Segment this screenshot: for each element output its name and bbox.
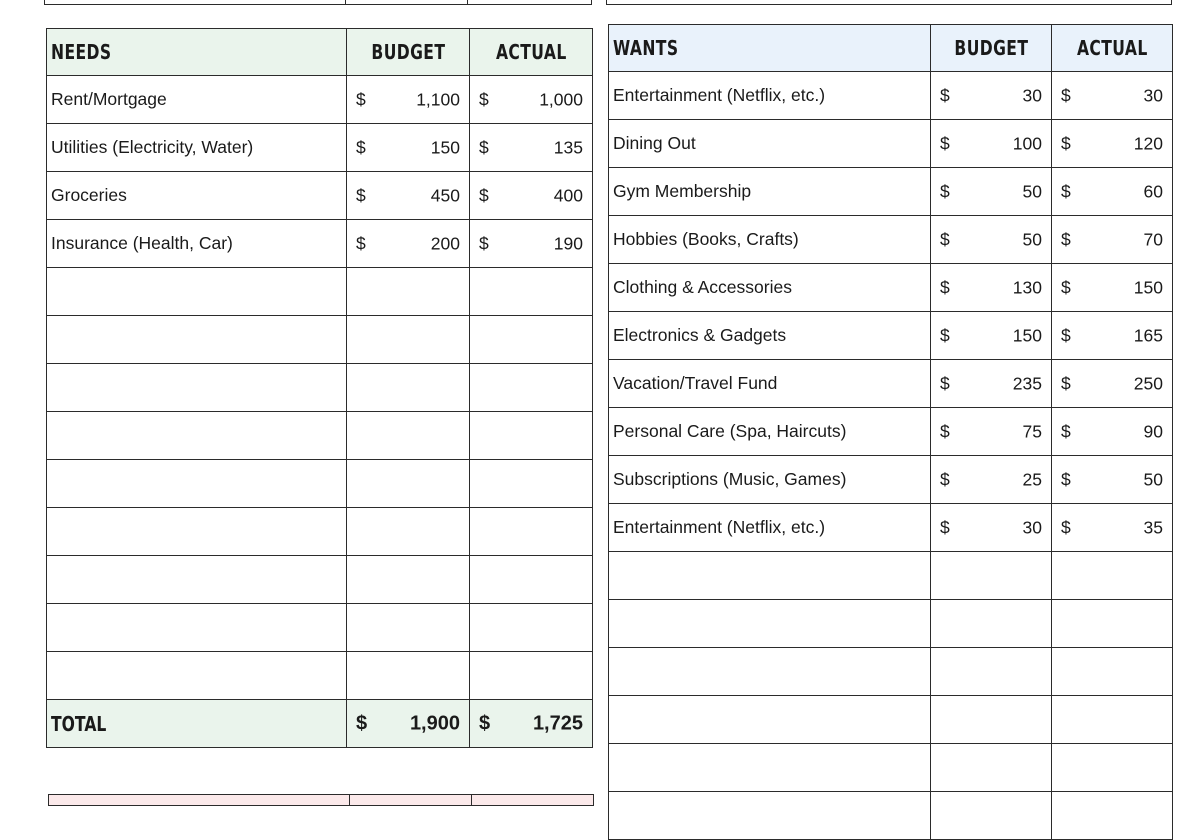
needs-actual-value: 1,000	[539, 89, 583, 109]
empty-cell	[347, 316, 470, 364]
needs-header-category: NEEDS	[47, 29, 347, 76]
currency-symbol: $	[479, 233, 489, 253]
needs-budget-value: 200	[430, 233, 460, 253]
empty-cell	[47, 508, 347, 556]
needs-row	[47, 220, 593, 268]
wants-budget-cell	[931, 168, 1052, 216]
wants-actual-value: 30	[1143, 85, 1163, 105]
wants-budget-cell	[931, 120, 1052, 168]
empty-cell	[470, 364, 593, 412]
empty-cell	[470, 604, 593, 652]
needs-item-cell	[47, 172, 347, 220]
wants-actual-value: 50	[1143, 469, 1163, 489]
empty-cell	[47, 556, 347, 604]
wants-empty-row	[609, 792, 1173, 840]
wants-item-cell	[609, 168, 931, 216]
needs-row	[47, 124, 593, 172]
needs-item-cell	[47, 220, 347, 268]
currency-symbol: $	[940, 133, 950, 153]
currency-symbol: $	[1061, 421, 1071, 441]
needs-empty-row	[47, 412, 593, 460]
wants-empty-row	[609, 744, 1173, 792]
wants-actual-value: 165	[1133, 325, 1163, 345]
currency-symbol: $	[479, 185, 489, 205]
wants-table	[608, 24, 1173, 840]
empty-cell	[347, 556, 470, 604]
empty-cell	[931, 696, 1052, 744]
empty-cell	[470, 316, 593, 364]
empty-cell	[609, 696, 931, 744]
wants-actual-value: 150	[1133, 277, 1163, 297]
wants-actual-cell	[1052, 120, 1173, 168]
currency-symbol: $	[479, 137, 489, 157]
wants-budget-cell	[931, 360, 1052, 408]
wants-row	[609, 504, 1173, 552]
currency-symbol: $	[356, 233, 366, 253]
wants-item-label: Subscriptions (Music, Games)	[613, 469, 847, 489]
wants-actual-value: 120	[1133, 133, 1163, 153]
wants-row	[609, 120, 1173, 168]
wants-budget-value: 50	[1022, 181, 1042, 201]
needs-actual-cell	[470, 220, 593, 268]
currency-symbol: $	[356, 89, 366, 109]
empty-cell	[347, 604, 470, 652]
empty-cell	[347, 268, 470, 316]
currency-symbol: $	[356, 185, 366, 205]
empty-cell	[1052, 600, 1173, 648]
wants-item-label: Entertainment (Netflix, etc.)	[613, 517, 826, 537]
needs-total-row	[47, 700, 593, 748]
empty-cell	[470, 652, 593, 700]
currency-symbol: $	[1061, 181, 1071, 201]
wants-empty-row	[609, 600, 1173, 648]
wants-row	[609, 168, 1173, 216]
needs-total-budget	[347, 700, 470, 748]
wants-actual-value: 90	[1143, 421, 1163, 441]
empty-cell	[347, 364, 470, 412]
needs-empty-row	[47, 460, 593, 508]
needs-actual-value: 400	[553, 185, 583, 205]
needs-item-cell	[47, 76, 347, 124]
wants-empty-row	[609, 552, 1173, 600]
wants-item-label: Gym Membership	[613, 181, 752, 201]
currency-symbol: $	[479, 712, 491, 734]
next-table-header-edge	[48, 794, 594, 806]
needs-item-label: Rent/Mortgage	[51, 89, 167, 109]
wants-header-budget: BUDGET	[931, 25, 1052, 72]
wants-budget-value: 50	[1022, 229, 1042, 249]
wants-budget-value: 130	[1012, 277, 1042, 297]
wants-header-row	[609, 25, 1173, 72]
previous-table-edge-right	[606, 0, 1172, 5]
wants-item-label: Personal Care (Spa, Haircuts)	[613, 421, 847, 441]
needs-total-budget-value: 1,900	[409, 712, 460, 734]
needs-table	[46, 28, 593, 748]
needs-empty-row	[47, 316, 593, 364]
currency-symbol: $	[940, 517, 950, 537]
wants-item-cell	[609, 264, 931, 312]
wants-item-cell	[609, 120, 931, 168]
needs-actual-cell	[470, 76, 593, 124]
wants-row	[609, 456, 1173, 504]
needs-row	[47, 76, 593, 124]
wants-item-label: Clothing & Accessories	[613, 277, 792, 297]
wants-row	[609, 408, 1173, 456]
previous-table-edge-left	[44, 0, 592, 5]
needs-row	[47, 172, 593, 220]
wants-budget-value: 30	[1022, 517, 1042, 537]
needs-budget-value: 1,100	[416, 89, 460, 109]
empty-cell	[47, 652, 347, 700]
wants-budget-cell	[931, 504, 1052, 552]
wants-row	[609, 72, 1173, 120]
needs-empty-row	[47, 268, 593, 316]
needs-total-label: TOTAL	[47, 700, 347, 748]
empty-cell	[931, 600, 1052, 648]
empty-cell	[470, 460, 593, 508]
currency-symbol: $	[940, 373, 950, 393]
empty-cell	[347, 652, 470, 700]
needs-header-budget: BUDGET	[347, 29, 470, 76]
currency-symbol: $	[479, 89, 489, 109]
empty-cell	[47, 268, 347, 316]
empty-cell	[47, 604, 347, 652]
wants-item-cell	[609, 408, 931, 456]
wants-header-category: WANTS	[609, 25, 931, 72]
wants-actual-cell	[1052, 264, 1173, 312]
wants-budget-value: 150	[1012, 325, 1042, 345]
wants-budget-value: 100	[1012, 133, 1042, 153]
needs-rows	[47, 76, 593, 700]
wants-row	[609, 216, 1173, 264]
currency-symbol: $	[1061, 325, 1071, 345]
wants-empty-row	[609, 648, 1173, 696]
currency-symbol: $	[1061, 85, 1071, 105]
needs-actual-cell	[470, 172, 593, 220]
needs-budget-cell	[347, 220, 470, 268]
wants-actual-value: 60	[1143, 181, 1163, 201]
wants-actual-cell	[1052, 312, 1173, 360]
wants-row	[609, 312, 1173, 360]
needs-actual-value: 190	[553, 233, 583, 253]
needs-actual-cell	[470, 124, 593, 172]
wants-item-cell	[609, 504, 931, 552]
empty-cell	[470, 508, 593, 556]
wants-actual-cell	[1052, 216, 1173, 264]
empty-cell	[47, 460, 347, 508]
needs-budget-cell	[347, 172, 470, 220]
empty-cell	[47, 364, 347, 412]
needs-header-row	[47, 29, 593, 76]
wants-actual-value: 250	[1133, 373, 1163, 393]
wants-row	[609, 264, 1173, 312]
wants-item-cell	[609, 360, 931, 408]
currency-symbol: $	[940, 181, 950, 201]
empty-cell	[470, 412, 593, 460]
wants-budget-cell	[931, 216, 1052, 264]
wants-actual-cell	[1052, 504, 1173, 552]
needs-empty-row	[47, 556, 593, 604]
wants-actual-cell	[1052, 168, 1173, 216]
needs-item-label: Groceries	[51, 185, 127, 205]
wants-budget-value: 25	[1022, 469, 1042, 489]
empty-cell	[1052, 696, 1173, 744]
empty-cell	[931, 792, 1052, 840]
currency-symbol: $	[940, 229, 950, 249]
needs-empty-row	[47, 604, 593, 652]
empty-cell	[609, 744, 931, 792]
currency-symbol: $	[940, 469, 950, 489]
empty-cell	[347, 412, 470, 460]
needs-item-cell	[47, 124, 347, 172]
wants-item-cell	[609, 312, 931, 360]
wants-row	[609, 360, 1173, 408]
wants-actual-cell	[1052, 360, 1173, 408]
currency-symbol: $	[940, 325, 950, 345]
wants-actual-value: 70	[1143, 229, 1163, 249]
needs-budget-cell	[347, 124, 470, 172]
empty-cell	[1052, 552, 1173, 600]
empty-cell	[931, 744, 1052, 792]
wants-budget-cell	[931, 264, 1052, 312]
empty-cell	[931, 648, 1052, 696]
wants-item-cell	[609, 216, 931, 264]
wants-header-actual: ACTUAL	[1052, 25, 1173, 72]
needs-empty-row	[47, 364, 593, 412]
wants-actual-cell	[1052, 456, 1173, 504]
wants-budget-cell	[931, 408, 1052, 456]
wants-budget-cell	[931, 312, 1052, 360]
wants-budget-cell	[931, 72, 1052, 120]
empty-cell	[609, 648, 931, 696]
empty-cell	[609, 600, 931, 648]
wants-budget-cell	[931, 456, 1052, 504]
wants-item-label: Electronics & Gadgets	[613, 325, 787, 345]
needs-budget-cell	[347, 76, 470, 124]
needs-budget-value: 150	[430, 137, 460, 157]
empty-cell	[47, 316, 347, 364]
needs-header-actual: ACTUAL	[470, 29, 593, 76]
wants-item-label: Vacation/Travel Fund	[613, 373, 778, 393]
needs-total-actual	[470, 700, 593, 748]
needs-actual-value: 135	[553, 137, 583, 157]
needs-budget-value: 450	[430, 185, 460, 205]
currency-symbol: $	[1061, 133, 1071, 153]
needs-item-label: Insurance (Health, Car)	[51, 233, 233, 253]
empty-cell	[931, 552, 1052, 600]
empty-cell	[1052, 648, 1173, 696]
currency-symbol: $	[356, 137, 366, 157]
empty-cell	[470, 268, 593, 316]
empty-cell	[347, 508, 470, 556]
currency-symbol: $	[1061, 229, 1071, 249]
wants-item-label: Dining Out	[613, 133, 696, 153]
empty-cell	[470, 556, 593, 604]
wants-actual-value: 35	[1143, 517, 1163, 537]
needs-empty-row	[47, 652, 593, 700]
empty-cell	[609, 552, 931, 600]
wants-item-cell	[609, 72, 931, 120]
needs-item-label: Utilities (Electricity, Water)	[51, 137, 254, 157]
empty-cell	[347, 460, 470, 508]
currency-symbol: $	[1061, 373, 1071, 393]
currency-symbol: $	[940, 421, 950, 441]
currency-symbol: $	[1061, 277, 1071, 297]
wants-item-label: Hobbies (Books, Crafts)	[613, 229, 799, 249]
wants-rows	[609, 72, 1173, 840]
empty-cell	[1052, 792, 1173, 840]
needs-total-actual-value: 1,725	[532, 712, 583, 734]
currency-symbol: $	[356, 712, 368, 734]
wants-budget-value: 30	[1022, 85, 1042, 105]
empty-cell	[47, 412, 347, 460]
currency-symbol: $	[940, 85, 950, 105]
wants-actual-cell	[1052, 72, 1173, 120]
wants-item-cell	[609, 456, 931, 504]
empty-cell	[1052, 744, 1173, 792]
currency-symbol: $	[940, 277, 950, 297]
wants-budget-value: 75	[1022, 421, 1042, 441]
currency-symbol: $	[1061, 517, 1071, 537]
wants-empty-row	[609, 696, 1173, 744]
needs-empty-row	[47, 508, 593, 556]
empty-cell	[609, 792, 931, 840]
wants-budget-value: 235	[1012, 373, 1042, 393]
wants-item-label: Entertainment (Netflix, etc.)	[613, 85, 826, 105]
wants-actual-cell	[1052, 408, 1173, 456]
currency-symbol: $	[1061, 469, 1071, 489]
